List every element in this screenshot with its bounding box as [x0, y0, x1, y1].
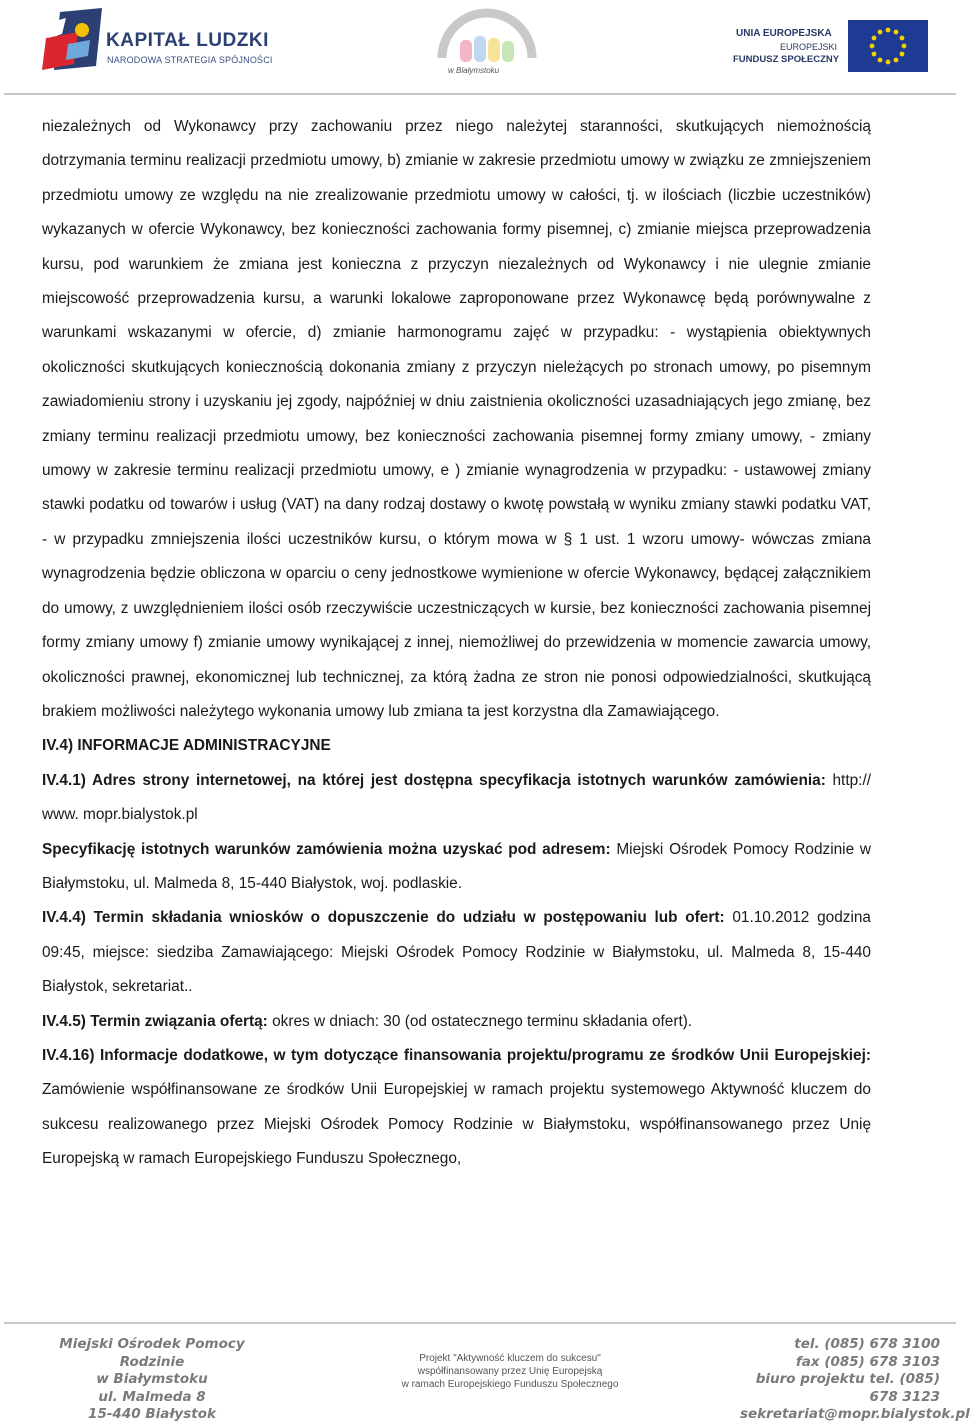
ue-line2: EUROPEJSKI	[780, 42, 838, 52]
footer-address	[32, 1336, 272, 1424]
item-spec-address	[42, 833, 871, 902]
footer-street: ul. Malmeda 8	[98, 1388, 206, 1405]
footer-city: w Białymstoku	[96, 1371, 208, 1387]
footer-project-phone: biuro projektu tel. (085) 678 3123	[755, 1371, 940, 1405]
footer-cofinanced: współfinansowany przez Unię Europejską	[417, 1366, 603, 1377]
ue-line1: UNIA EUROPEJSKA	[736, 28, 832, 39]
item-website-value: http:// www. mopr.bialystok.pl	[42, 771, 871, 824]
item-website-label: IV.4.1) Adres strony internetowej, na której jest dostępna specyfikacja istotnych warunków zamówienia:	[42, 771, 826, 789]
footer-postcode: 15-440 Białystok	[88, 1406, 216, 1422]
document-body	[42, 110, 871, 1177]
item-additional-info	[42, 1039, 871, 1177]
item-deadline-label: IV.4.4) Termin składania wniosków o dopuszczenie do udziału w postępowaniu lub ofert:	[42, 909, 725, 927]
section-heading: IV.4) INFORMACJE ADMINISTRACYJNE	[42, 737, 331, 755]
footer-project-info	[384, 1352, 636, 1391]
page-header	[0, 0, 960, 96]
item-spec-address-label: Specyfikację istotnych warunków zamówienia można uzyskać pod adresem:	[42, 840, 611, 858]
item-binding-period-value: okres w dniach: 30 (od ostatecznego terminu składania ofert).	[272, 1012, 693, 1030]
item-binding-period	[42, 1005, 871, 1039]
kapital-ludzki-subtitle: NARODOWA STRATEGIA SPÓJNOŚCI	[107, 55, 273, 65]
item-spec-address-value: Miejski Ośrodek Pomocy Rodzinie w Białymstoku, ul. Malmeda 8, 15-440 Białystok, woj. podlaskie.	[42, 840, 871, 892]
item-additional-info-label: IV.4.16) Informacje dodatkowe, w tym dotyczące finansowania projektu/programu ze środków Unii Europejskiej:	[42, 1046, 871, 1064]
item-deadline-value: 01.10.2012 godzina 09:45, miejsce: siedziba Zamawiającego: Miejski Ośrodek Pomocy Rodzinie w Białymstoku, ul. Malmeda 8, 15-440 Białystok, sekretariat..	[42, 909, 871, 996]
footer-fax: fax (085) 678 3103	[795, 1353, 940, 1370]
eu-flag-icon	[848, 20, 928, 72]
footer-divider	[4, 1322, 956, 1324]
footer-email: sekretariat@mopr.bialystok.pl	[740, 1406, 970, 1422]
item-website	[42, 764, 871, 833]
footer-contact	[740, 1336, 970, 1424]
footer-fund: w ramach Europejskiego Funduszu Społecznego	[401, 1379, 619, 1390]
kapital-ludzki-title: KAPITAŁ LUDZKI	[106, 30, 269, 51]
ue-line3: FUNDUSZ SPOŁECZNY	[733, 54, 840, 65]
item-deadline	[42, 901, 871, 1004]
header-divider	[4, 93, 956, 95]
footer-org-name: Miejski Ośrodek Pomocy Rodzinie	[59, 1336, 245, 1370]
footer-project-name: Projekt "Aktywność kluczem do sukcesu"	[419, 1353, 601, 1364]
item-binding-period-label: IV.4.5) Termin związania ofertą:	[42, 1012, 268, 1030]
item-additional-info-value: Zamówienie współfinansowane ze środków Unii Europejskiej w ramach projektu systemowego Aktywność kluczem do sukcesu realizowanego przez Miejski Ośrodek Pomocy Rodzinie w Białymstoku, współfinansowanego przez Unię Europejską w ramach Europejskiego Funduszu Społecznego,	[42, 1081, 871, 1168]
footer-phone: tel. (085) 678 3100	[794, 1336, 940, 1352]
mopr-caption: w Białymstoku	[448, 66, 500, 75]
paragraph-amendments: niezależnych od Wykonawcy przy zachowaniu przez niego należytej staranności, skutkujących niemożnością dotrzymania terminu realizacji przedmiotu umowy, b) zmianie w zakresie przedmiotu umowy w związku ze zmniejszeniem przedmiotu umowy ze względu na nie zrealizowanie przedmiotu umowy w całości, tj. w ilościach (liczbie uczestników) wykazanych w ofercie Wykonawcy, bez konieczności zachowania formy pisemnej, c) zmianie miejsca przeprowadzenia kursu, pod warunkiem że zmiana jest konieczna z przyczyn niezależnych od Wykonawcy i nie ulegnie zmianie miejscowość przeprowadzenia kursu, a warunki lokalowe zaproponowane przez Wykonawcę będą porównywalne z warunkami wskazanymi w ofercie, d) zmianie harmonogramu zajęć w przypadku: - wystąpienia obiektywnych okoliczności skutkujących koniecznością dokonania zmiany z przyczyn nieleżących po stronach umowy, po pisemnym zawiadomieniu strony i uzyskaniu jej zgody, najpóźniej w dniu zaistnienia okoliczności uzasadniających jego zmianę, bez zmiany terminu realizacji przedmiotu umowy, bez konieczności zachowania pisemnej formy zmiany umowy, - zmiany umowy w zakresie terminu realizacji przedmiotu umowy, e ) zmianie wynagrodzenia w przypadku: - ustawowej zmiany stawki podatku od towarów i usług (VAT) na dany rodzaj dostawy o kwotę powstałą w wyniku zmiany stawki podatku VAT, - w przypadku zmniejszenia ilości uczestników kursu, o którym mowa w § 1 ust. 1 wzoru umowy- wówczas zmiana wynagrodzenia będzie obliczona w oparciu o ceny jednostkowe wymienione w ofercie Wykonawcy, będącej załącznikiem do umowy, z uwzględnieniem ilości osób rzeczywiście uczestniczących w kursie, bez konieczności zachowania pisemnej formy zmiany umowy f) zmianie umowy wynikającej z innej, niemożliwej do przewidzenia w momencie zawarcia umowy, okoliczności prawnej, ekonomicznej lub technicznej, za którą żadna ze stron nie ponosi odpowiedzialności, skutkującą brakiem możliwości należytego wykonania umowy lub zmiana ta jest korzystna dla Zamawiającego.	[42, 118, 871, 720]
